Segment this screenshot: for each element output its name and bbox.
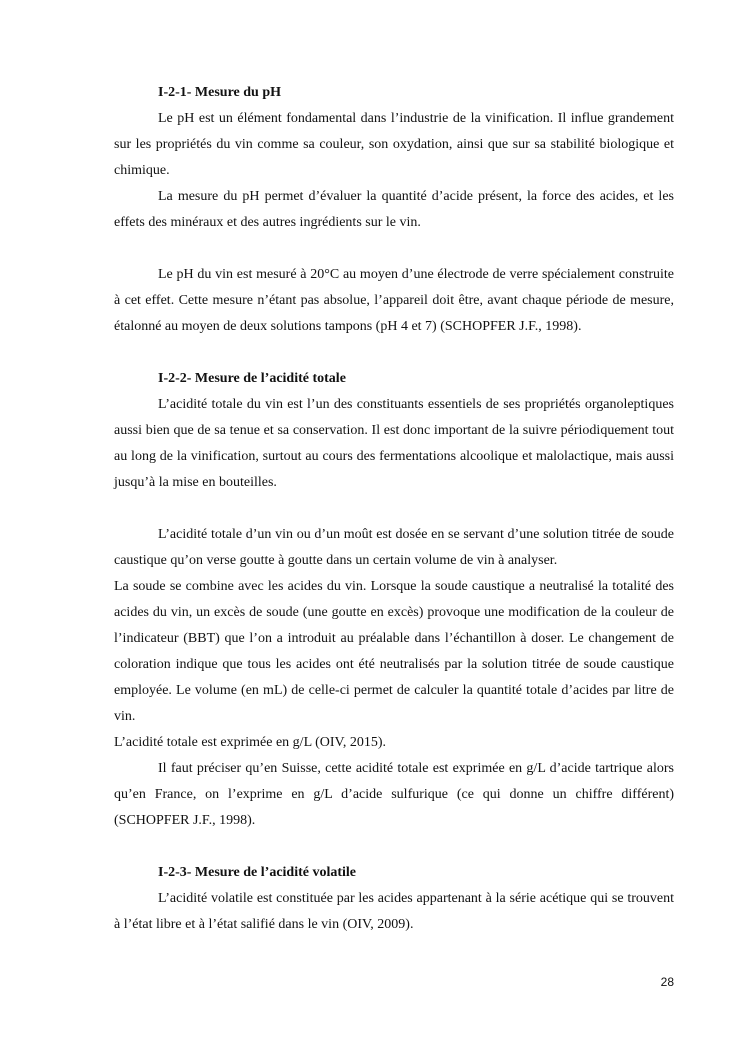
document-page [114,80,674,938]
blank-line [114,834,674,860]
paragraph: L’acidité totale est exprimée en g/L (OIV, 2015). [114,735,387,750]
paragraph: La mesure du pH permet d’évaluer la quantité d’acide présent, la force des acides, et les effets des minéraux et des autres ingrédients sur le vin. [114,189,674,230]
paragraph: Il faut préciser qu’en Suisse, cette acidité totale est exprimée en g/L d’acide tartrique alors qu’en France, on l’exprime en g/L d’acide sulfurique (ce qui donne un chiffre différent) (SCHOPFER J.F., 1998). [114,761,674,828]
paragraph: La soude se combine avec les acides du vin. Lorsque la soude caustique a neutralisé la totalité des acides du vin, un excès de soude (une goutte en excès) provoque une modification de la couleur de l’indicateur (BBT) que l’on a introduit au préalable dans l’échantillon à doser. Le changement de coloration indique que tous les acides ont été neutralisés par la solution titrée de soude caustique employée. Le volume (en mL) de celle-ci permet de calculer la quantité totale d’acides par litre de vin. [114,579,674,724]
blank-line [114,496,674,522]
section-heading-ph: I-2-1- Mesure du pH [158,85,282,100]
paragraph: Le pH est un élément fondamental dans l’industrie de la vinification. Il influe grandement sur les propriétés du vin comme sa couleur, son oxydation, ainsi que sur sa stabilité biologique et chimique. [114,111,674,178]
paragraph: L’acidité volatile est constituée par les acides appartenant à la série acétique qui se trouvent à l’état libre et à l’état salifié dans le vin (OIV, 2009). [114,891,674,932]
section-heading-acidite-volatile: I-2-3- Mesure de l’acidité volatile [158,865,357,880]
paragraph: L’acidité totale d’un vin ou d’un moût est dosée en se servant d’une solution titrée de soude caustique qu’on verse goutte à goutte dans un certain volume de vin à analyser. [114,527,674,568]
page-number: 28 [660,975,674,989]
blank-line [114,236,674,262]
section-heading-acidite-totale: I-2-2- Mesure de l’acidité totale [158,371,346,386]
paragraph: Le pH du vin est mesuré à 20°C au moyen d’une électrode de verre spécialement construite à cet effet. Cette mesure n’étant pas absolue, l’appareil doit être, avant chaque période de mesure, étalonné au moyen de deux solutions tampons (pH 4 et 7) (SCHOPFER J.F., 1998). [114,267,674,334]
paragraph: L’acidité totale du vin est l’un des constituants essentiels de ses propriétés organoleptiques aussi bien que de sa tenue et sa conservation. Il est donc important de la suivre périodiquement tout au long de la vinification, surtout au cours des fermentations alcoolique et malolactique, mais aussi jusqu’à la mise en bouteilles. [114,397,674,490]
blank-line [114,340,674,366]
